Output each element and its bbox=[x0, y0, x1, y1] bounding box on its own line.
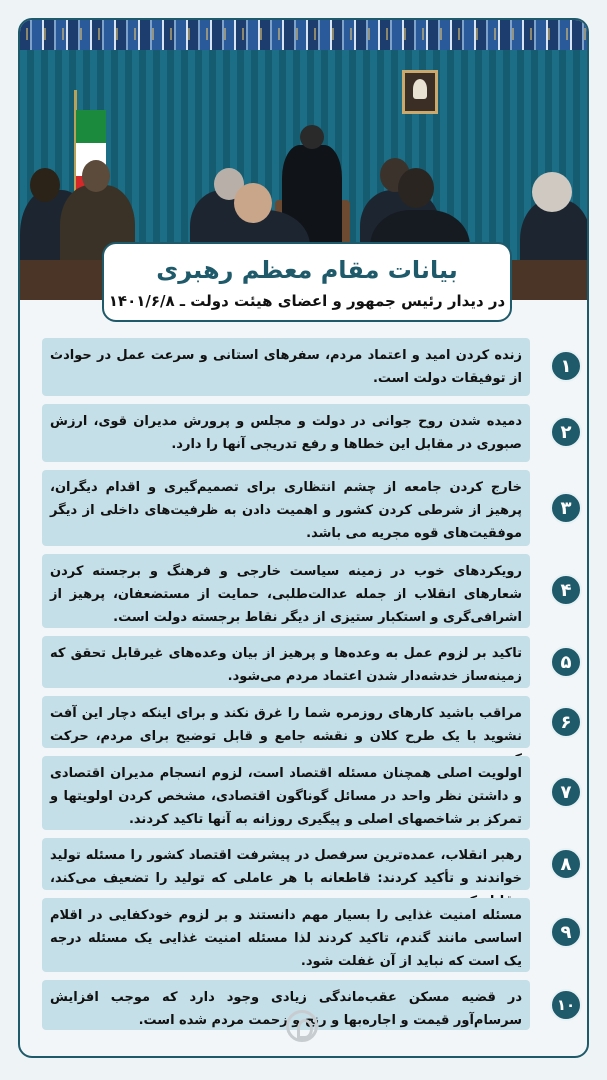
attendee-head bbox=[532, 172, 572, 212]
logo-icon bbox=[286, 1010, 318, 1042]
item-text: دمیده شدن روح جوانی در دولت و مجلس و پرورش مدیران قوی، ارزش صبوری در مقابل این خطاها و رفع تدریجی آنها را دارد. bbox=[50, 414, 522, 452]
item-text: مراقب باشید کارهای روزمره شما را غرق نکند و برای اینکه دچار این آفت نشوید با یک طرح کلان و نقشه جامع و قابل توضیح برای مردم، حرکت bbox=[50, 706, 522, 744]
item-text: رویکردهای خوب در زمینه سیاست خارجی و فرهنگ و برجسته کردن شعارهای انقلاب از جمله عدالت‌طلبی، حمایت از مستضعفان، پرهیز از اشرافی‌گری و استکبار ستیزی از دیگر نقاط برجسته دولت است. bbox=[50, 564, 522, 625]
attendee-head bbox=[398, 168, 434, 208]
item-number-badge: ۵ bbox=[550, 646, 582, 678]
item-number-badge: ۴ bbox=[550, 574, 582, 606]
speaker-head bbox=[300, 125, 324, 149]
attendee-head bbox=[82, 160, 110, 192]
list-item bbox=[42, 338, 530, 396]
infographic-frame bbox=[18, 18, 589, 1058]
item-number-badge: ۷ bbox=[550, 776, 582, 808]
item-text: رهبر انقلاب، عمده‌ترین سرفصل در پیشرفت اقتصاد کشور را مسئله تولید خواندند و تأکید کردند: قاطعانه با هر عاملی که تولید را تضعیف می‌کند، bbox=[50, 848, 522, 886]
title-box bbox=[102, 242, 512, 322]
list-item bbox=[42, 696, 530, 748]
item-number-badge: ۳ bbox=[550, 492, 582, 524]
attendee-head bbox=[234, 183, 272, 223]
item-text: در قضیه مسکن عقب‌ماندگی زیادی وجود دارد که موجب افزایش سرسام‌آور قیمت و اجاره‌بها و رنج و زحمت مردم شده است. bbox=[50, 990, 522, 1028]
item-number-badge: ۶ bbox=[550, 706, 582, 738]
list-item bbox=[42, 756, 530, 830]
list-item bbox=[42, 554, 530, 628]
page-title: بیانات مقام معظم رهبری bbox=[156, 256, 458, 284]
list-item bbox=[42, 838, 530, 890]
item-text: مسئله امنیت غذایی را بسیار مهم دانستند و بر لزوم خودکفایی در اقلام اساسی مانند گندم، تاکید کردند لذا مسئله امنیت غذایی یک مسئله درجه یک است که نباید از آن غفلت شود. bbox=[50, 908, 522, 969]
page-subtitle: در دیدار رئیس جمهور و اعضای هیئت دولت ـ ۱۴۰۱/۶/۸ bbox=[108, 292, 506, 310]
list-item bbox=[42, 404, 530, 462]
item-text: اولویت اصلی همچنان مسئله اقتصاد است، لزوم انسجام مدیران اقتصادی و داشتن نظر واحد در مسائل گوناگون اقتصادی، مشخص کردن اولویتها و تمرکز بر شاخصهای اصلی و پیگیری روزانه به آنها تاکید کردند. bbox=[50, 766, 522, 827]
attendee-head bbox=[30, 168, 60, 202]
item-text: زنده کردن امید و اعتماد مردم، سفرهای استانی و سرعت عمل در حوادث از توفیقات دولت است. bbox=[50, 348, 522, 386]
wall-portrait bbox=[402, 70, 438, 114]
item-number-badge: ۱ bbox=[550, 350, 582, 382]
item-number-badge: ۹ bbox=[550, 916, 582, 948]
decorative-border bbox=[20, 20, 587, 53]
item-number-badge: ۱۰ bbox=[550, 989, 582, 1021]
item-number-badge: ۸ bbox=[550, 848, 582, 880]
item-number-badge: ۲ bbox=[550, 416, 582, 448]
item-text: خارج کردن جامعه از چشم انتظاری برای تصمیم‌گیری و اقدام دیگران، پرهیز از شرطی کردن کشور و اهمیت دادن به ظرفیت‌های داخلی از دیگر موفقیت‌های قوه مجریه می باشد. bbox=[50, 480, 522, 541]
list-item bbox=[42, 898, 530, 972]
list-item bbox=[42, 470, 530, 546]
list-item bbox=[42, 636, 530, 688]
item-text: تاکید بر لزوم عمل به وعده‌ها و پرهیز از بیان وعده‌های غیرقابل تحقق که زمینه‌ساز خدشه‌دار شدن اعتماد مردم می‌شود. bbox=[50, 646, 522, 684]
